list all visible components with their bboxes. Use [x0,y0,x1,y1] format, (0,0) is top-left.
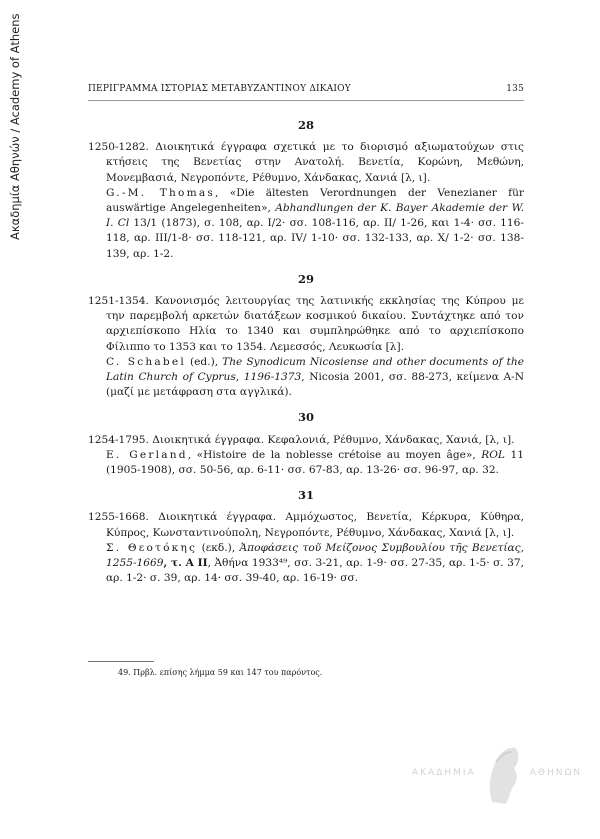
bib-author: C. Schabel [106,355,186,368]
entry-description: 1254-1795. Διοικητικά έγγραφα. Κεφαλονιά, Ρέθυμνο, Χάνδακας, Χανιά, [λ, ι]. [88,433,515,446]
entry-description: 1255-1668. Διοικητικά έγγραφα. Αμμόχωστος, Βενετία, Κέρκυρα, Κύθηρα, Κύπρος, Κωνσταντινούπολη, Νεγροπόντε, Ρέθυμνο, Χάνδακας, Χανιά [λ, ι]. [88,511,524,539]
entry-number: 28 [297,118,314,132]
archive-side-label [8,13,26,240]
footnote-rule [88,661,154,662]
page-body [88,118,524,596]
bib-details: , Ἀθήνα 1933⁴⁹, σσ. 3-21, αρ. 1-9· σσ. 27-35, αρ. 1-5· σ. 37, αρ. 1-2· σ. 39, αρ. 14· σσ. 39-40, αρ. 16-19· σσ. [106,557,525,585]
header-rule [88,100,524,101]
bib-citation: , «Die ältesten Verordnungen der Venezianer für auswärtige Angelegenheiten», [106,186,524,215]
bib-citation: (ed.), [185,355,223,368]
bib-details: 13/1 (1873), σ. 108, αρ. I/2· σσ. 108-116, αρ. II/ 1-26, και 1-4· σσ. 116-118, αρ. III/1-8· σσ. 118-121, αρ. IV/ 1-10· σσ. 132-133, αρ. X/ 1-2· σσ. 138-139, αρ. 1-2. [106,217,524,260]
entry-description: 1250-1282. Διοικητικά έγγραφα σχετικά με το διορισμό αξιωματούχων στις κτήσεις της Βενετίας στην Ανατολή. Βενετία, Κορώνη, Μεθώνη, Μονεμβασιά, Νεγροπόντε, Ρέθυμνο, Χάνδακας, Χανιά [λ, ι]. [88,141,524,184]
entry-number: 30 [297,410,314,425]
bib-details: 11 (1905-1908), σσ. 50-56, αρ. 6-11· σσ. 67-83, αρ. 13-26· σσ. 96-97, αρ. 32. [106,448,524,477]
bib-journal: The Synodicum Nicosiense and other documents of the Latin Church of Cyprus, 1196-1373 [106,355,525,384]
running-header [88,84,524,94]
bib-citation: , «Histoire de la noblesse crétoise au moyen âge», [187,448,482,461]
entry-28 [88,118,524,262]
bib-citation: (εκδ.), [197,541,240,554]
bib-author: G.-M. Thomas [106,186,216,199]
bib-author: Σ. Θεοτόκης [106,541,198,554]
entry-description: 1251-1354. Κανονισμός λειτουργίας της λατινικής εκκλησίας της Κύπρου με την παρεμβολή αρκετών διατάξεων κοσμικού δικαίου. Συντάχτηκε από τον αρχιεπίσκοπο Ηλία το 1340 και συμπληρώθηκε από το αρχιεπίσκοπο Φίλιππο το 1353 και το 1354. Λεμεσσός, Λευκωσία [λ]. [88,295,524,353]
entry-bibliography [88,541,524,587]
academy-watermark [412,728,600,818]
header-title: ΠΕΡΙΓΡΑΜΜΑ ΙΣΤΟΡΙΑΣ ΜΕΤΑΒΥΖΑΝΤΙΝΟΥ ΔΙΚΑΙΟΥ [88,84,351,94]
watermark-right-text: ΑΘΗΝΩΝ [529,768,583,778]
entry-29 [88,272,524,401]
entry-31 [88,488,524,586]
bib-details: , Nicosia 2001, σσ. 88-273, κείμενα Α-Ν (μαζί με μετάφραση στα αγγλικά). [106,371,524,399]
entry-bibliography [88,186,524,262]
bib-journal: ROL [481,448,505,461]
footnote: 49. Πρβλ. επίσης λήμμα 59 και 147 του παρόντος. [118,668,323,677]
entry-bibliography [88,355,524,401]
entry-number: 29 [297,271,314,286]
entry-bibliography [88,448,524,478]
bib-author: E. Gerland [106,448,188,461]
bib-journal: Abhandlungen der K. Bayer Akademie der W. I. Cl [106,202,524,230]
entry-30 [88,410,524,478]
archive-side-label-text: Ακαδημία Αθηνών / Academy of Athens [8,13,22,240]
watermark-left-text: ΑΚΑΔΗΜΙΑ [412,768,476,778]
entry-number: 31 [297,488,314,503]
athena-head-icon [482,738,524,808]
page-number: 135 [506,84,524,94]
bib-volume: , τ. Α ΙΙ [163,557,208,570]
bib-journal: Ἀποφάσεις τοῦ Μείζονος Συμβουλίου τῆς Βενετίας, 1255-1669 [106,541,524,570]
